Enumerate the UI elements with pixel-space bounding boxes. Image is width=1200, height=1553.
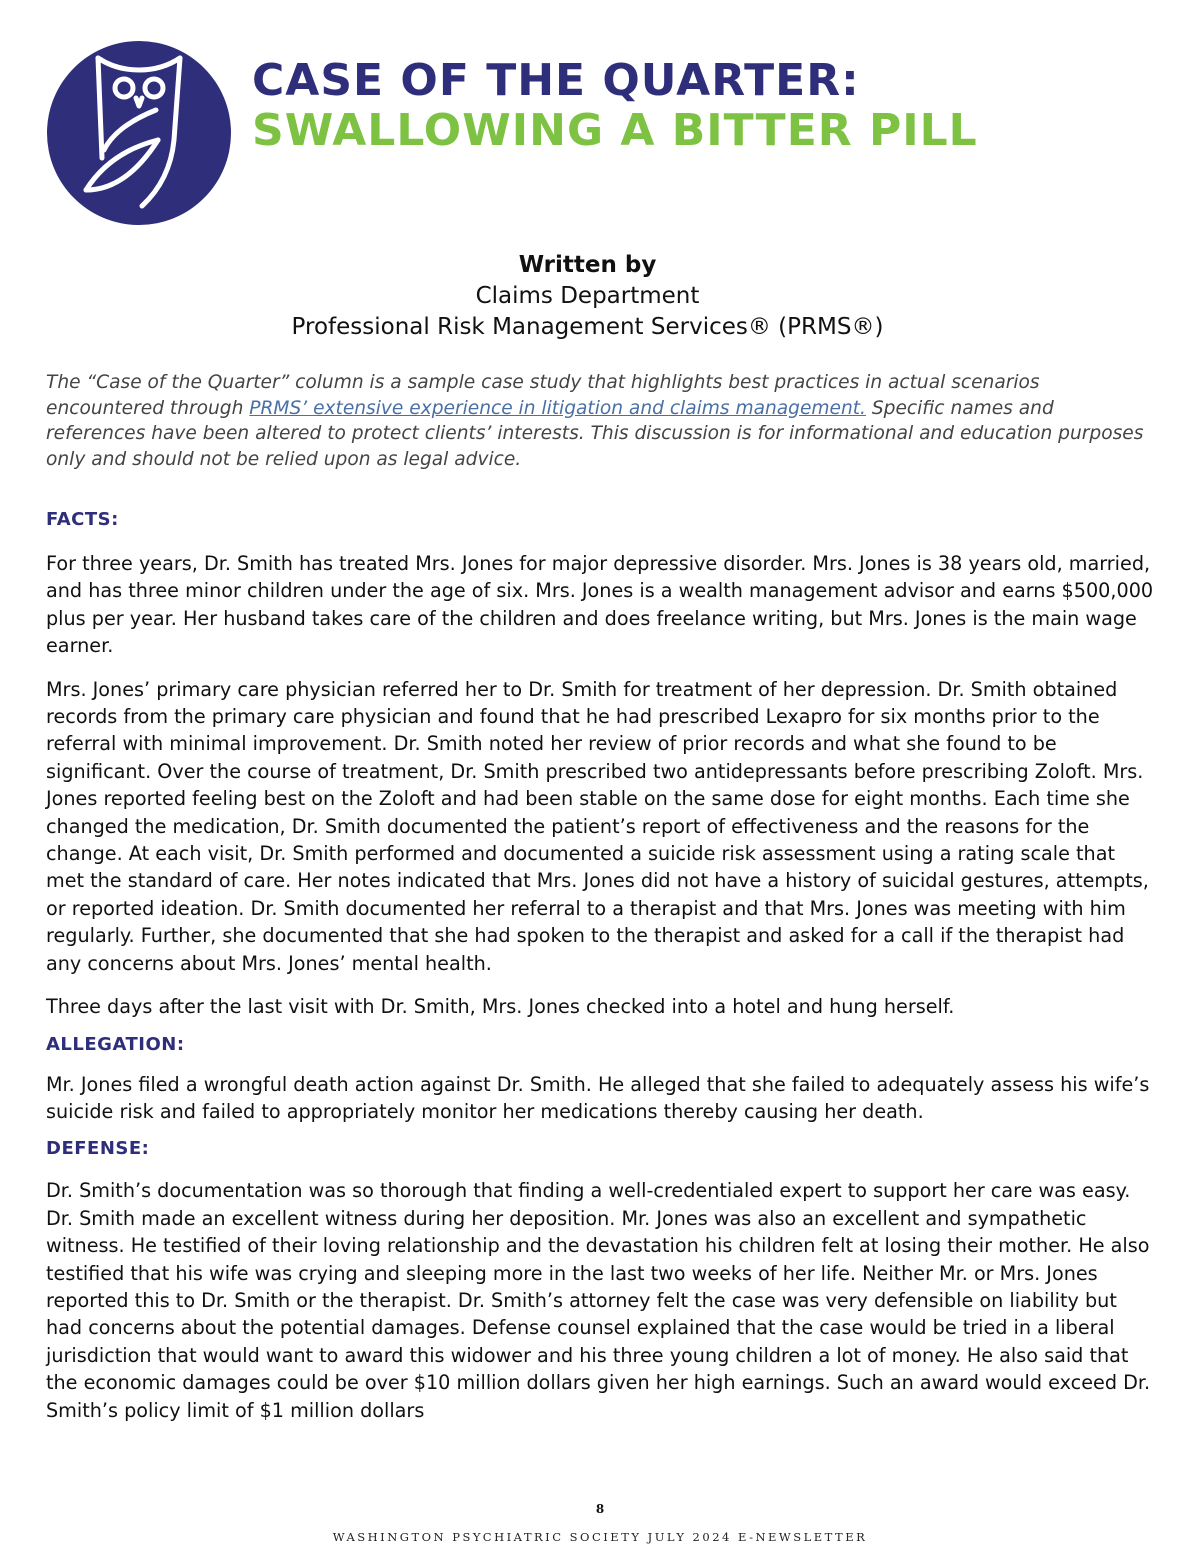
publication-footer: WASHINGTON PSYCHIATRIC SOCIETY JULY 2024 E-NEWSLETTER <box>332 1530 868 1544</box>
page-title <box>252 56 978 156</box>
prms-experience-link[interactable]: PRMS’ extensive experience in litigation and claims management. <box>249 397 866 419</box>
author-department: Claims Department <box>475 283 700 309</box>
title-line-2: SWALLOWING A BITTER PILL <box>252 105 978 156</box>
allegation-paragraph: Mr. Jones filed a wrongful death action against Dr. Smith. He alleged that she failed to adequately assess his wife’s suicide risk and failed to appropriately monitor her medications thereby causing her death. <box>46 1072 1150 1123</box>
allegation-heading: ALLEGATION: <box>46 1033 185 1055</box>
title-line-1: CASE OF THE QUARTER: <box>252 55 860 106</box>
defense-heading: DEFENSE: <box>46 1138 150 1160</box>
byline <box>0 250 1175 343</box>
intro-disclaimer <box>46 370 1146 472</box>
author-organization: Professional Risk Management Services® (PRMS®) <box>291 314 884 340</box>
intro-text-1: The “Case of the Quarter” column is a sample case study that highlights best practices in actual scenarios encountered through <box>46 372 1040 419</box>
page-number: 8 <box>595 1502 605 1516</box>
article-body <box>46 506 1156 1440</box>
defense-paragraph: Dr. Smith’s documentation was so thorough that finding a well-credentialed expert to support her care was easy. Dr. Smith made an excellent witness during her deposition. Mr. Jones was also an excellent and sympathetic witness. He testified of their loving relationship and the devastation his children felt at losing their mother. He also testified that his wife was crying and sleeping more in the last two weeks of her life. Neither Mr. or Mrs. Jones reported this to Dr. Smith or the therapist. Dr. Smith’s attorney felt the case was very defensible on liability but had concerns about the potential damages. Defense counsel explained that the case would be tried in a liberal jurisdiction that would want to award this widower and his three young children a lot of money. He also said that the economic damages could be over $10 million dollars given her high earnings. Such an award would exceed Dr. Smith’s policy limit of $1 million dollars <box>46 1179 1151 1422</box>
facts-paragraph: Mrs. Jones’ primary care physician referred her to Dr. Smith for treatment of her depression. Dr. Smith obtained records from the primary care physician and found that he had prescribed Lexapro for six months prior to the referral with minimal improvement. Dr. Smith noted her review of prior records and what she found to be significant. Over the course of treatment, Dr. Smith prescribed two antidepressants before prescribing Zoloft. Mrs. Jones reported feeling best on the Zoloft and had been stable on the same dose for eight months. Each time she changed the medication, Dr. Smith documented the patient’s report of effectiveness and the reasons for the change. At each visit, Dr. Smith performed and documented a suicide risk assessment using a rating scale that met the standard of care. Her notes indicated that Mrs. Jones did not have a history of suicidal gestures, attempts, or reported ideation. Dr. Smith documented her referral to a therapist and that Mrs. Jones was meeting with him regularly. Further, she documented that she had spoken to the therapist and asked for a call if the therapist had any concerns about Mrs. Jones’ mental health. <box>46 677 1149 975</box>
owl-logo-icon <box>46 40 232 226</box>
facts-paragraph: For three years, Dr. Smith has treated Mrs. Jones for major depressive disorder. Mrs. Jones is 38 years old, married, and has three minor children under the age of six. Mrs. Jones is a wealth management advisor and earns $500,000 plus per year. Her husband takes care of the children and does freelance writing, but Mrs. Jones is the main wage earner. <box>46 552 1154 658</box>
written-by-label: Written by <box>518 252 657 278</box>
facts-paragraph: Three days after the last visit with Dr. Smith, Mrs. Jones checked into a hotel and hung herself. <box>46 995 955 1019</box>
facts-heading: FACTS: <box>46 509 119 530</box>
intro-text-2: Specific names and references have been altered to protect clients’ interests. This discussion is for informational and education purposes only and should not be relied upon as legal advice. <box>46 397 1144 470</box>
